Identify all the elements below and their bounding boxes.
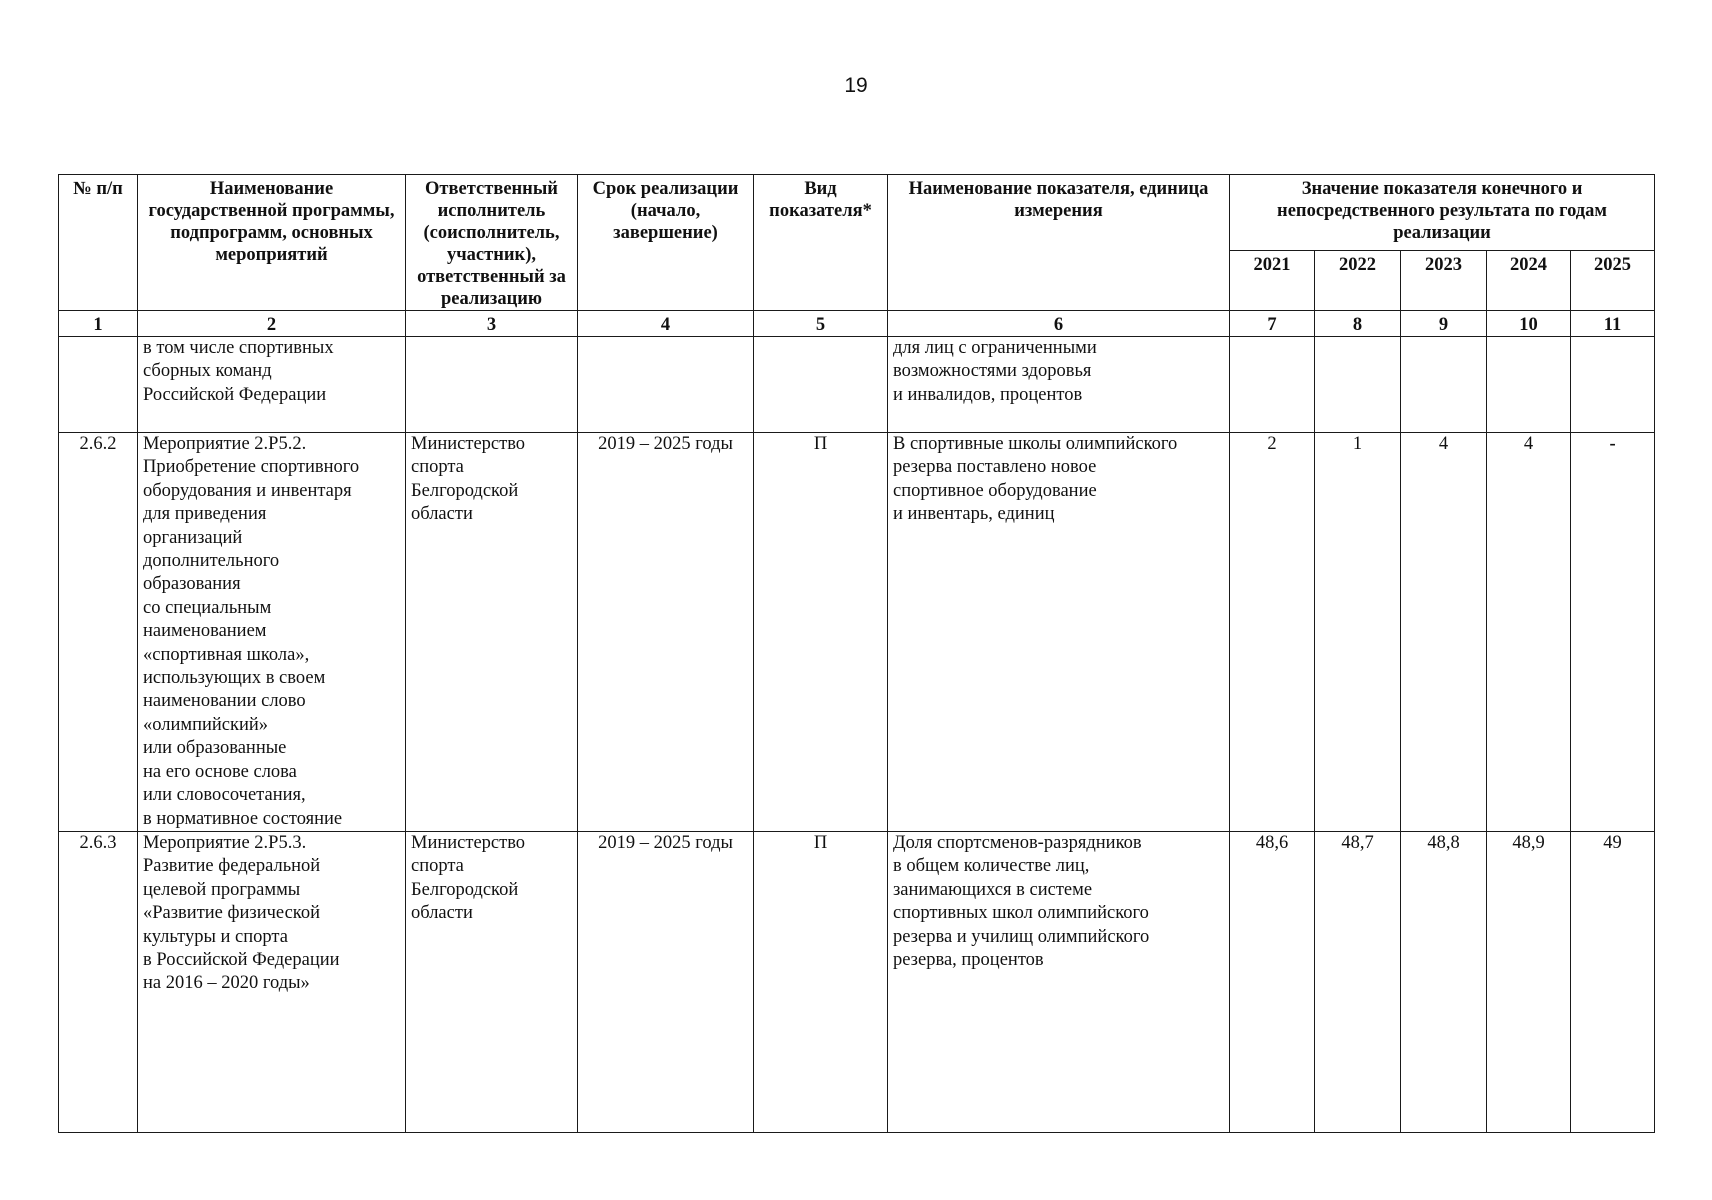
header-executor: Ответственный исполнитель (соисполнитель, участник), ответственный за реализацию bbox=[406, 175, 578, 311]
header-indicator-kind: Вид показателя* bbox=[754, 175, 888, 311]
row-number: 2.6.3 bbox=[59, 831, 138, 1132]
row-indicator-kind: П bbox=[754, 831, 888, 1132]
column-number: 5 bbox=[754, 311, 888, 337]
row-value: 48,6 bbox=[1230, 831, 1315, 1132]
header-year: 2023 bbox=[1401, 250, 1487, 310]
row-period bbox=[578, 337, 754, 433]
row-executor: Министерство спорта Белгородской области bbox=[406, 433, 578, 832]
row-value: 48,9 bbox=[1487, 831, 1571, 1132]
table-row bbox=[59, 831, 1655, 1132]
row-executor bbox=[406, 337, 578, 433]
row-indicator-name: В спортивные школы олимпийского резерва поставлено новое спортивное оборудование и инвентарь, единиц bbox=[888, 433, 1230, 832]
row-number: 2.6.2 bbox=[59, 433, 138, 832]
row-value: - bbox=[1571, 433, 1655, 832]
row-period: 2019 – 2025 годы bbox=[578, 831, 754, 1132]
header-program-name: Наименование государственной программы, подпрограмм, основных мероприятий bbox=[138, 175, 406, 311]
row-program-name: Мероприятие 2.Р5.2. Приобретение спортивного оборудования и инвентаря для приведения организаций дополнительного образования со специальным наименованием «спортивная школа», использующих в своем наименовании слово «олимпийский» или образованные на его основе слова или словосочетания, в нормативное состояние bbox=[138, 433, 406, 832]
row-value bbox=[1571, 337, 1655, 433]
row-program-name: Мероприятие 2.Р5.3. Развитие федеральной целевой программы «Развитие физической культуры и спорта в Российской Федерации на 2016 – 2020 годы» bbox=[138, 831, 406, 1132]
row-value: 2 bbox=[1230, 433, 1315, 832]
row-value: 49 bbox=[1571, 831, 1655, 1132]
header-year: 2022 bbox=[1315, 250, 1401, 310]
header-period: Срок реализации (начало, завершение) bbox=[578, 175, 754, 311]
column-number: 6 bbox=[888, 311, 1230, 337]
column-number: 3 bbox=[406, 311, 578, 337]
header-year: 2025 bbox=[1571, 250, 1655, 310]
column-number: 4 bbox=[578, 311, 754, 337]
row-value bbox=[1230, 337, 1315, 433]
row-value: 1 bbox=[1315, 433, 1401, 832]
row-indicator-kind: П bbox=[754, 433, 888, 832]
row-executor: Министерство спорта Белгородской области bbox=[406, 831, 578, 1132]
column-number: 7 bbox=[1230, 311, 1315, 337]
column-number: 2 bbox=[138, 311, 406, 337]
row-number bbox=[59, 337, 138, 433]
row-value: 4 bbox=[1487, 433, 1571, 832]
header-year: 2021 bbox=[1230, 250, 1315, 310]
column-number: 9 bbox=[1401, 311, 1487, 337]
row-period: 2019 – 2025 годы bbox=[578, 433, 754, 832]
table-row bbox=[59, 337, 1655, 433]
row-value bbox=[1401, 337, 1487, 433]
row-value: 4 bbox=[1401, 433, 1487, 832]
header-values-group: Значение показателя конечного и непосредственного результата по годам реализации bbox=[1230, 175, 1655, 251]
row-program-name: в том числе спортивных сборных команд Российской Федерации bbox=[138, 337, 406, 433]
column-number: 10 bbox=[1487, 311, 1571, 337]
indicators-table bbox=[58, 174, 1655, 1133]
row-value: 48,7 bbox=[1315, 831, 1401, 1132]
row-indicator-name: Доля спортсменов-разрядников в общем количестве лиц, занимающихся в системе спортивных школ олимпийского резерва и училищ олимпийского резерва, процентов bbox=[888, 831, 1230, 1132]
row-value: 48,8 bbox=[1401, 831, 1487, 1132]
header-indicator-name: Наименование показателя, единица измерения bbox=[888, 175, 1230, 311]
column-number: 1 bbox=[59, 311, 138, 337]
column-number: 11 bbox=[1571, 311, 1655, 337]
row-indicator-kind bbox=[754, 337, 888, 433]
column-number: 8 bbox=[1315, 311, 1401, 337]
row-value bbox=[1487, 337, 1571, 433]
header-number: № п/п bbox=[59, 175, 138, 311]
row-value bbox=[1315, 337, 1401, 433]
header-year: 2024 bbox=[1487, 250, 1571, 310]
page-number: 19 bbox=[844, 74, 868, 97]
row-indicator-name: для лиц с ограниченными возможностями здоровья и инвалидов, процентов bbox=[888, 337, 1230, 433]
table-row bbox=[59, 433, 1655, 832]
